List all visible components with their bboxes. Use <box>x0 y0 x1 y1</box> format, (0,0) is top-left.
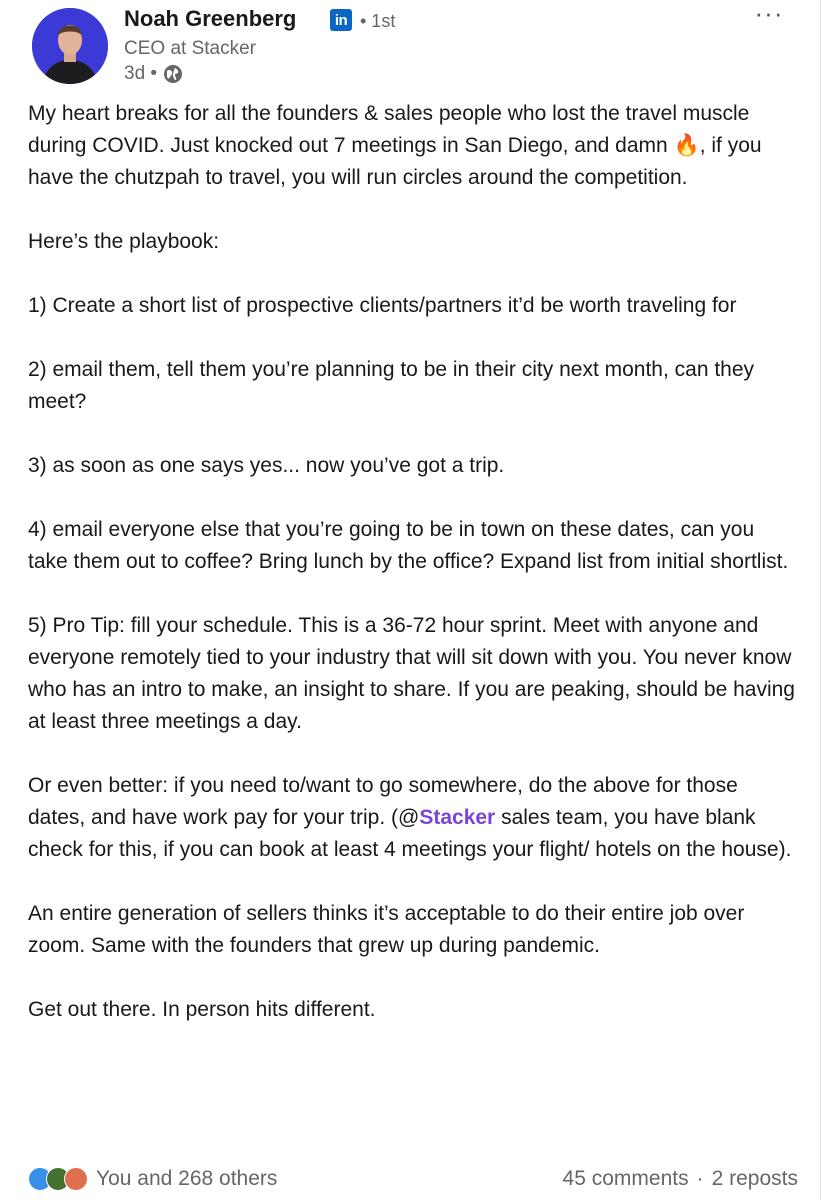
separator-dot: · <box>696 1167 704 1190</box>
reactions-summary[interactable] <box>28 1167 277 1191</box>
comments-count-link[interactable]: 45 comments <box>562 1167 689 1190</box>
paragraph: 4) email everyone else that you’re going to be in town on these dates, can you take them out to coffee? Bring lunch by the office? Expand list from initial shortlist. <box>28 518 789 573</box>
stacker-mention-link[interactable]: Stacker <box>419 806 496 829</box>
globe-icon <box>163 64 183 84</box>
post-timestamp <box>124 63 183 85</box>
author-avatar[interactable] <box>32 8 108 84</box>
paragraph: 1) Create a short list of prospective clients/partners it’d be worth traveling for <box>28 294 737 317</box>
connection-degree: • 1st <box>360 11 396 31</box>
reaction-icons <box>28 1167 82 1191</box>
paragraph: My heart breaks for all the founders & sales people who lost the travel muscle during COVID. Just knocked out 7 meetings in San Diego, and damn 🔥, if you have the chutzpah to travel, you will run circles around the competition. <box>28 102 762 189</box>
more-options-button[interactable]: ··· <box>754 0 784 28</box>
author-name[interactable]: Noah Greenberg <box>124 6 297 31</box>
love-icon <box>64 1167 88 1191</box>
post-age: 3d • <box>124 63 158 84</box>
paragraph: 3) as soon as one says yes... now you’ve got a trip. <box>28 454 505 477</box>
reposts-count-link[interactable]: 2 reposts <box>711 1167 798 1190</box>
paragraph: 2) email them, tell them you’re planning to be in their city next month, can they meet? <box>28 358 755 413</box>
fire-emoji: 🔥 <box>673 134 700 157</box>
paragraph: 5) Pro Tip: fill your schedule. This is a 36-72 hour sprint. Meet with anyone and everyone remotely tied to your industry that will sit down with you. You never know who has an intro to make, an insight to share. If you are peaking, should be having at least three meetings a day. <box>28 614 795 733</box>
paragraph: An entire generation of sellers thinks it’s acceptable to do their entire job over zoom. Same with the founders that grew up during pandemic. <box>28 902 745 957</box>
social-counts-bar <box>28 1163 798 1195</box>
engagement-counts <box>563 1167 798 1191</box>
paragraph: Here’s the playbook: <box>28 230 220 253</box>
post-text <box>28 98 798 1026</box>
linkedin-premium-icon: in <box>330 9 352 31</box>
author-headline: CEO at Stacker <box>124 38 256 59</box>
reactions-count: You and 268 others <box>96 1167 278 1190</box>
paragraph: Get out there. In person hits different. <box>28 998 376 1021</box>
paragraph: Or even better: if you need to/want to go somewhere, do the above for those dates, and have work pay for your trip. (@Stacker sales team, you have blank check for this, if you can book at least 4 meetings your flight/ hotels on the house). <box>28 774 792 861</box>
